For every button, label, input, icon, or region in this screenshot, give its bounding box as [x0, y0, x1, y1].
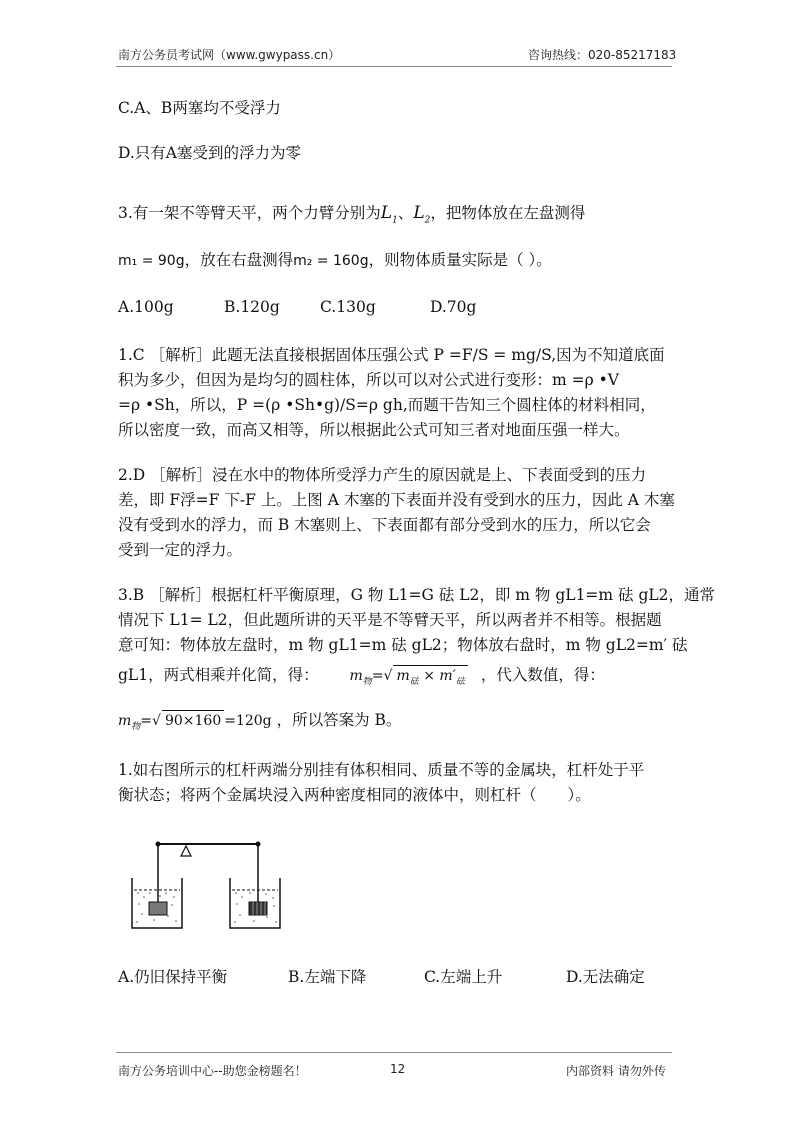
q1-option-c: C.左端上升 [424, 968, 503, 986]
answer-3-text-c: ，所以答案为 B。 [276, 711, 402, 729]
q1-option-b: B.左端下降 [288, 968, 367, 986]
q3-option-c: C.130g [320, 298, 376, 316]
formula-m1: m₁ = 90g [118, 253, 185, 269]
footer-left: 南方公务培训中心--助您金榜题名！ [118, 1064, 307, 1078]
answer-2-line1: 2.D ［解析］浸在水中的物体所受浮力产生的原因就是上、下表面受到的压力 [118, 466, 647, 484]
header-left: 南方公务员考试网（www.gwypass.cn） [118, 48, 341, 62]
question-3-text-d: ，则物体质量实际是（ ）。 [368, 251, 552, 269]
answer-1-line4: 所以密度一致，而高又相等，所以根据此公式可知三者对地面压强一样大。 [118, 421, 630, 439]
q3-option-d: D.70g [430, 298, 477, 316]
formula-geometric-mean: $m_物=√$ $m_砝 \times m'_砝$ [350, 665, 468, 692]
answer-3-text-a: gL1，两式相乘并化简，得： [118, 666, 319, 684]
right-metal-block [249, 902, 267, 915]
q3-option-a: A.100g [118, 298, 174, 316]
answer-1-line2: 积为多少，但因为是均匀的圆柱体，所以可以对公式进行变形：m =ρ •V [118, 371, 619, 389]
right-pivot-dot [256, 842, 261, 847]
answer-3-line2: 情况下 L1= L2，但此题所讲的天平是不等臂天平，所以两者并不相等。根据题 [118, 611, 662, 629]
q1-option-d: D.无法确定 [566, 968, 645, 986]
answer-2-line2: 差，即 F浮=F 下-F 上。上图 A 木塞的下表面并没有受到水的压力，因此 A 木塞 [118, 491, 675, 509]
answer-2-line4: 受到一定的浮力。 [118, 541, 243, 559]
question-3-text-a: 3.有一架不等臂天平，两个力臂分别为 [118, 204, 381, 222]
formula-result: $m_物=√$ 90×160 =120g [118, 710, 272, 737]
formula-L1: $L_1$ [380, 203, 398, 226]
fulcrum-triangle [181, 846, 191, 856]
q1-option-a: A.仍旧保持平衡 [118, 968, 228, 986]
header-right: 咨询热线：020-85217183 [528, 48, 677, 62]
separator: 、 [397, 204, 414, 222]
option-c: C.A、B两塞均不受浮力 [118, 99, 281, 117]
answer-3-line5 [118, 710, 401, 737]
formula-L2: $L_2$ [413, 203, 431, 226]
answer-3-text-b: ，代入数值，得： [480, 666, 605, 684]
answer-2-line3: 没有受到水的浮力，而 B 木塞则上、下表面都有部分受到水的压力，所以它会 [118, 516, 651, 534]
option-d: D.只有A塞受到的浮力为零 [118, 144, 301, 162]
question-3-line2 [118, 250, 552, 271]
answer-3-line1: 3.B ［解析］根据杠杆平衡原理，G 物 L1=G 砝 L2，即 m 物 gL1=m 砝 gL2，通常 [118, 586, 716, 604]
footer-divider [116, 1052, 672, 1053]
formula-m2: m₂ = 160g [293, 253, 369, 269]
question-1-line1: 1.如右图所示的杠杆两端分别挂有体积相同、质量不等的金属块，杠杆处于平 [118, 761, 645, 779]
lever-diagram [130, 838, 290, 938]
question-1-line2: 衡状态；将两个金属块浸入两种密度相同的液体中，则杠杆（ ）。 [118, 786, 591, 804]
question-3-text-b: ，把物体放在左盘测得 [430, 204, 586, 222]
footer-right: 内部资料 请勿外传 [566, 1064, 666, 1078]
answer-3-line4 [118, 665, 605, 692]
question-3-text-c: ，放在右盘测得 [184, 251, 294, 269]
q3-option-b: B.120g [224, 298, 280, 316]
answer-1-line1: 1.C ［解析］此题无法直接根据固体压强公式 P =F/S = mg/S,因为不知道底面 [118, 346, 665, 364]
left-pivot-dot [156, 842, 161, 847]
page-number: 12 [390, 1062, 406, 1076]
header-divider [116, 66, 672, 67]
answer-3-line3: 意可知：物体放左盘时，m 物 gL1=m 砝 gL2；物体放右盘时，m 物 gL2=m′ 砝 [118, 636, 688, 654]
left-metal-block [149, 902, 167, 915]
answer-1-line3: =ρ •Sh，所以，P =(ρ •Sh•g)/S=ρ gh,而题干告知三个圆柱体的材料相同， [118, 396, 656, 414]
question-3-line1 [118, 203, 585, 230]
